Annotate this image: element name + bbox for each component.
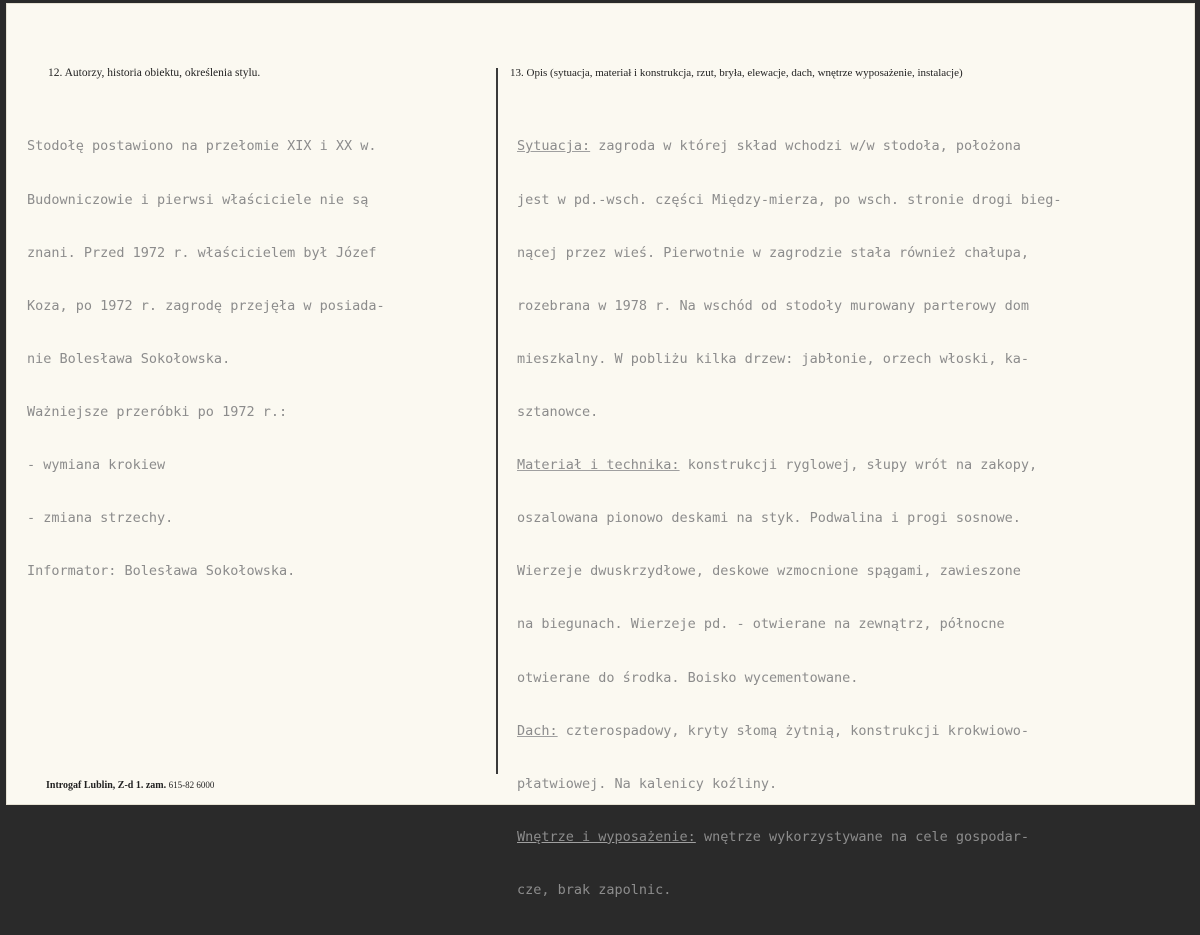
section-label: Wnętrze i wyposażenie: [517, 828, 696, 845]
section-label: Dach: [517, 722, 558, 739]
description-line [517, 723, 1062, 741]
section-12-heading: 12. Autorzy, historia obiektu, określenia stylu. [48, 67, 261, 79]
section-label: Sytuacja: [517, 138, 591, 155]
printer-name: Introgaf Lublin, Z-d 1. zam. [46, 780, 167, 791]
description-line [517, 457, 1062, 475]
inventory-card [6, 3, 1195, 898]
history-line: nie Bolesława Sokołowska. [27, 350, 231, 367]
line-text: na biegunach. Wierzeje pd. - otwierane na zewnątrz, północne [517, 616, 1005, 633]
section-label: Materiał i technika: [517, 457, 680, 474]
description-line [517, 563, 1062, 581]
column-divider [496, 68, 498, 774]
printer-imprint [46, 780, 214, 791]
history-line: Ważniejsze przeróbki po 1972 r.: [27, 403, 288, 420]
line-text: czterospadowy, kryty słomą żytnią, konstrukcji krokwiowo- [557, 722, 1030, 739]
description-line [517, 776, 1062, 794]
line-text: zagroda w której skład wchodzi w/w stodoła, położona [590, 138, 1021, 155]
order-number: 615-82 6000 [168, 780, 215, 790]
line-text: nącej przez wieś. Pierwotnie w zagrodzie stała również chałupa, [517, 244, 1030, 261]
description-line [517, 670, 1062, 688]
history-line: Stodołę postawiono na przełomie XIX i XX w. [27, 138, 377, 155]
description-line [517, 138, 1062, 156]
description-line [517, 245, 1062, 263]
line-text: płatwiowej. Na kalenicy koźliny. [517, 775, 778, 792]
description-line [517, 404, 1062, 422]
description-line [517, 192, 1062, 210]
history-line: Informator: Bolesława Sokołowska. [27, 563, 296, 580]
line-text: oszalowana pionowo deskami na styk. Podwalina i progi sosnowe. [517, 510, 1021, 527]
description-line [517, 510, 1062, 528]
description-text [517, 103, 1062, 935]
description-line [517, 616, 1062, 634]
description-line [517, 882, 1062, 900]
line-text: rozebrana w 1978 r. Na wschód od stodoły murowany parterowy dom [517, 297, 1030, 314]
history-line: Budowniczowie i pierwsi właściciele nie są [27, 191, 369, 208]
line-text: konstrukcji ryglowej, słupy wrót na zakopy, [679, 457, 1038, 474]
line-text: sztanowce. [517, 403, 599, 420]
description-line [517, 298, 1062, 316]
line-text: otwierane do środka. Boisko wycementowane. [517, 669, 859, 686]
description-line [517, 351, 1062, 369]
line-text: mieszkalny. W pobliżu kilka drzew: jabłonie, orzech włoski, ka- [517, 350, 1030, 367]
history-text [27, 103, 385, 616]
line-text: Wierzeje dwuskrzydłowe, deskowe wzmocnione spągami, zawieszone [517, 563, 1021, 580]
section-13-heading: 13. Opis (sytuacja, materiał i konstrukcja, rzut, bryła, elewacje, dach, wnętrze wyposażenie, instalacje) [510, 67, 963, 79]
history-line: - wymiana krokiew [27, 457, 166, 474]
line-text: cze, brak zapolnic. [517, 881, 672, 898]
history-line: znani. Przed 1972 r. właścicielem był Józef [27, 244, 377, 261]
line-text: wnętrze wykorzystywane na cele gospodar- [695, 828, 1030, 845]
line-text: jest w pd.-wsch. części Między-mierza, po wsch. stronie drogi bieg- [517, 191, 1062, 208]
history-line: Koza, po 1972 r. zagrodę przejęła w posiada- [27, 297, 385, 314]
description-line [517, 829, 1062, 847]
history-line: - zmiana strzechy. [27, 510, 174, 527]
